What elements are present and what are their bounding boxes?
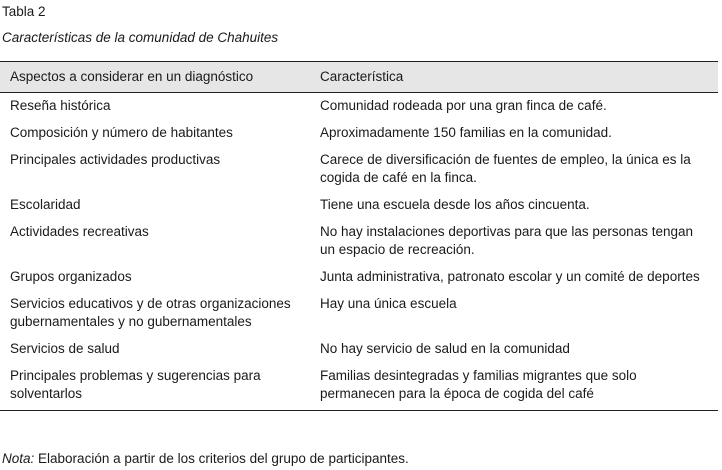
aspect-cell: Reseña histórica: [10, 98, 111, 113]
table-row: [0, 93, 718, 121]
aspect-cell: Servicios de salud: [10, 341, 120, 356]
characteristics-table: [0, 61, 718, 411]
characteristic-cell: Carece de diversificación de fuentes de empleo, la única es la cogida de café en la finca.: [320, 152, 691, 185]
characteristic-cell: No hay servicio de salud en la comunidad: [320, 341, 570, 356]
aspect-cell: Escolaridad: [10, 197, 81, 212]
table-row: [0, 120, 718, 147]
note-text: Elaboración a partir de los criterios del grupo de participantes.: [34, 451, 409, 466]
aspect-cell: Principales problemas y sugerencias para solventarlos: [0, 363, 311, 411]
note-label: Nota:: [2, 451, 35, 466]
aspect-cell: Actividades recreativas: [10, 224, 149, 239]
characteristic-cell: Aproximadamente 150 familias en la comunidad.: [320, 125, 612, 140]
table-note: [2, 450, 409, 468]
characteristic-cell: Comunidad rodeada por una gran finca de café.: [320, 98, 607, 113]
table-row: [0, 219, 718, 264]
table-label: Tabla 2: [2, 4, 46, 19]
characteristic-cell: Junta administrativa, patronato escolar y un comité de deportes: [320, 269, 700, 284]
column-header-characteristic: Característica: [311, 62, 718, 93]
table-row: [0, 291, 718, 336]
column-header-aspects: Aspectos a considerar en un diagnóstico: [0, 62, 311, 93]
table-row: [0, 336, 718, 363]
characteristic-cell: Tiene una escuela desde los años cincuenta.: [320, 197, 590, 212]
aspect-cell: Grupos organizados: [10, 269, 132, 284]
characteristic-cell: Hay una única escuela: [320, 296, 457, 311]
characteristic-cell: Familias desintegradas y familias migrantes que solo permanecen para la época de cogida del café: [311, 363, 718, 411]
table-row: [0, 363, 718, 411]
aspect-cell: Servicios educativos y de otras organizaciones gubernamentales y no gubernamentales: [10, 296, 291, 329]
table-caption: Características de la comunidad de Chahuites: [2, 30, 279, 45]
table-row: [0, 147, 718, 192]
table-row: [0, 264, 718, 291]
characteristic-cell: No hay instalaciones deportivas para que las personas tengan un espacio de recreación.: [320, 224, 693, 257]
aspect-cell: Principales actividades productivas: [10, 152, 221, 167]
aspect-cell: Composición y número de habitantes: [10, 125, 233, 140]
table-row: [0, 192, 718, 219]
table-header-row: [0, 62, 718, 93]
